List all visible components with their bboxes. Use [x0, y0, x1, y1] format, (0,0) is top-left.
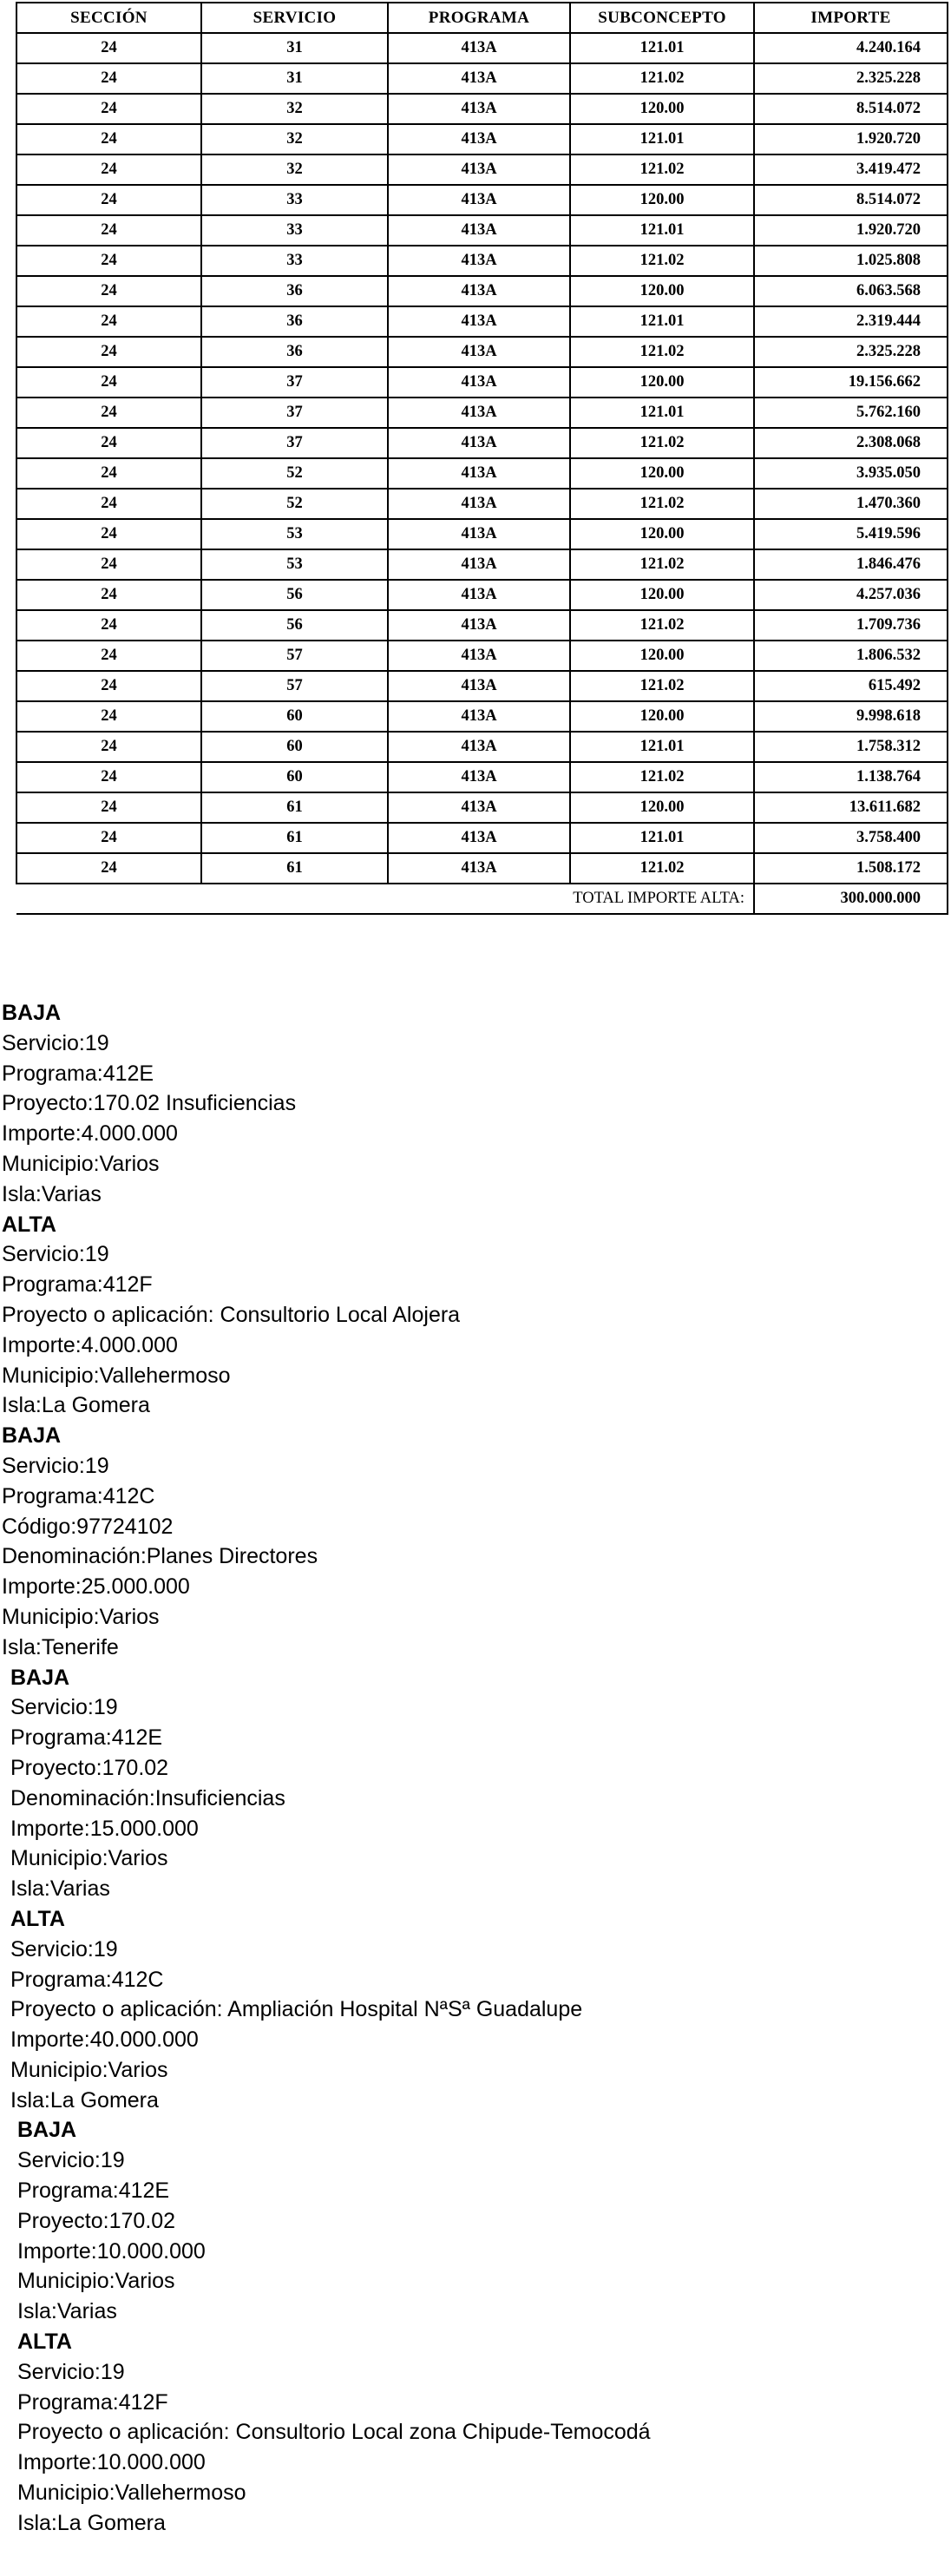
- servicio-cell: 37: [201, 428, 388, 458]
- servicio-cell: 36: [201, 306, 388, 337]
- importe-cell: 6.063.568: [754, 276, 948, 306]
- movements-list: [0, 998, 951, 2539]
- movement-line: Municipio:Vallehermoso: [2, 1363, 231, 1388]
- programa-cell: 413A: [388, 580, 570, 610]
- importe-cell: 5.419.596: [754, 519, 948, 549]
- subconcepto-cell: 121.02: [570, 63, 754, 94]
- seccion-cell: 24: [16, 641, 201, 671]
- programa-cell: 413A: [388, 367, 570, 398]
- programa-cell: 413A: [388, 641, 570, 671]
- movement-line: Municipio:Vallehermoso: [17, 2481, 246, 2506]
- servicio-cell: 31: [201, 63, 388, 94]
- importe-cell: 3.419.472: [754, 154, 948, 185]
- movement-heading: ALTA: [17, 2330, 72, 2355]
- movement-line: Proyecto o aplicación: Consultorio Local zona Chipude-Temocodá: [17, 2420, 651, 2445]
- programa-cell: 413A: [388, 246, 570, 276]
- movement-line: Municipio:Varios: [2, 1151, 160, 1176]
- subconcepto-cell: 121.01: [570, 33, 754, 63]
- seccion-cell: 24: [16, 94, 201, 124]
- seccion-cell: 24: [16, 549, 201, 580]
- importe-cell: 1.025.808: [754, 246, 948, 276]
- movement-line: Importe:10.000.000: [17, 2450, 206, 2475]
- table-row: [16, 701, 948, 732]
- table-row: [16, 762, 948, 792]
- servicio-cell: 60: [201, 732, 388, 762]
- subconcepto-cell: 120.00: [570, 641, 754, 671]
- subconcepto-cell: 121.02: [570, 246, 754, 276]
- movement-line: Servicio:19: [2, 1242, 109, 1267]
- table-row: [16, 641, 948, 671]
- movement-heading: BAJA: [17, 2118, 77, 2143]
- programa-cell: 413A: [388, 124, 570, 154]
- movement-line: Importe:25.000.000: [2, 1574, 190, 1600]
- movement-heading: BAJA: [2, 1423, 62, 1449]
- servicio-cell: 61: [201, 853, 388, 884]
- importe-cell: 615.492: [754, 671, 948, 701]
- importe-cell: 8.514.072: [754, 94, 948, 124]
- movement-line: Proyecto:170.02: [17, 2208, 176, 2233]
- movement-line: Municipio:Varios: [10, 1846, 168, 1871]
- seccion-cell: 24: [16, 823, 201, 853]
- total-value: 300.000.000: [754, 884, 948, 914]
- movement-line: Municipio:Varios: [17, 2269, 175, 2294]
- importe-cell: 1.846.476: [754, 549, 948, 580]
- total-row: [16, 884, 948, 914]
- seccion-cell: 24: [16, 398, 201, 428]
- seccion-cell: 24: [16, 124, 201, 154]
- importe-cell: 9.998.618: [754, 701, 948, 732]
- seccion-cell: 24: [16, 185, 201, 215]
- movement-line: Programa:412E: [10, 1725, 163, 1751]
- movement-block: [0, 1904, 951, 2116]
- seccion-cell: 24: [16, 337, 201, 367]
- seccion-cell: 24: [16, 33, 201, 63]
- servicio-cell: 60: [201, 762, 388, 792]
- movement-line: Isla:Varias: [2, 1181, 102, 1206]
- movement-block: [0, 1421, 951, 1662]
- servicio-cell: 53: [201, 519, 388, 549]
- movement-line: Municipio:Varios: [2, 1604, 160, 1629]
- importe-cell: 8.514.072: [754, 185, 948, 215]
- servicio-cell: 37: [201, 398, 388, 428]
- header-importe: IMPORTE: [754, 3, 948, 33]
- importe-cell: 2.308.068: [754, 428, 948, 458]
- programa-cell: 413A: [388, 185, 570, 215]
- subconcepto-cell: 121.01: [570, 215, 754, 246]
- programa-cell: 413A: [388, 489, 570, 519]
- movement-heading: ALTA: [2, 1212, 56, 1237]
- table-row: [16, 306, 948, 337]
- movement-line: Proyecto o aplicación: Ampliación Hospital NªSª Guadalupe: [10, 1997, 583, 2022]
- subconcepto-cell: 121.02: [570, 610, 754, 641]
- subconcepto-cell: 120.00: [570, 367, 754, 398]
- programa-cell: 413A: [388, 853, 570, 884]
- servicio-cell: 52: [201, 458, 388, 489]
- movement-line: Servicio:19: [10, 1695, 118, 1720]
- table-row: [16, 792, 948, 823]
- seccion-cell: 24: [16, 671, 201, 701]
- importe-cell: 3.935.050: [754, 458, 948, 489]
- subconcepto-cell: 121.02: [570, 489, 754, 519]
- servicio-cell: 53: [201, 549, 388, 580]
- servicio-cell: 57: [201, 671, 388, 701]
- seccion-cell: 24: [16, 458, 201, 489]
- movement-line: Programa:412F: [2, 1272, 153, 1298]
- programa-cell: 413A: [388, 823, 570, 853]
- table-row: [16, 458, 948, 489]
- programa-cell: 413A: [388, 63, 570, 94]
- subconcepto-cell: 120.00: [570, 94, 754, 124]
- movement-line: Denominación:Insuficiencias: [10, 1785, 285, 1810]
- table-row: [16, 549, 948, 580]
- movement-line: Código:97724102: [2, 1514, 174, 1539]
- subconcepto-cell: 120.00: [570, 519, 754, 549]
- total-label: TOTAL IMPORTE ALTA:: [16, 884, 754, 914]
- seccion-cell: 24: [16, 428, 201, 458]
- programa-cell: 413A: [388, 337, 570, 367]
- subconcepto-cell: 121.01: [570, 306, 754, 337]
- programa-cell: 413A: [388, 94, 570, 124]
- importe-cell: 1.920.720: [754, 215, 948, 246]
- programa-cell: 413A: [388, 519, 570, 549]
- subconcepto-cell: 121.02: [570, 154, 754, 185]
- movement-heading: ALTA: [10, 1906, 65, 1931]
- table-row: [16, 185, 948, 215]
- movement-line: Programa:412C: [2, 1483, 155, 1508]
- header-subconcepto: SUBCONCEPTO: [570, 3, 754, 33]
- seccion-cell: 24: [16, 276, 201, 306]
- movement-line: Importe:4.000.000: [2, 1332, 178, 1357]
- importe-cell: 5.762.160: [754, 398, 948, 428]
- servicio-cell: 31: [201, 33, 388, 63]
- servicio-cell: 57: [201, 641, 388, 671]
- table-row: [16, 823, 948, 853]
- subconcepto-cell: 121.01: [570, 732, 754, 762]
- programa-cell: 413A: [388, 428, 570, 458]
- movement-line: Proyecto:170.02 Insuficiencias: [2, 1091, 297, 1116]
- importe-cell: 1.758.312: [754, 732, 948, 762]
- servicio-cell: 56: [201, 580, 388, 610]
- table-row: [16, 124, 948, 154]
- table-row: [16, 33, 948, 63]
- servicio-cell: 61: [201, 792, 388, 823]
- importe-cell: 1.806.532: [754, 641, 948, 671]
- table-row: [16, 489, 948, 519]
- importe-cell: 1.138.764: [754, 762, 948, 792]
- subconcepto-cell: 121.02: [570, 671, 754, 701]
- importe-cell: 4.257.036: [754, 580, 948, 610]
- importe-cell: 1.508.172: [754, 853, 948, 884]
- programa-cell: 413A: [388, 458, 570, 489]
- servicio-cell: 33: [201, 215, 388, 246]
- programa-cell: 413A: [388, 762, 570, 792]
- importe-cell: 1.920.720: [754, 124, 948, 154]
- programa-cell: 413A: [388, 306, 570, 337]
- servicio-cell: 33: [201, 185, 388, 215]
- movement-block: [0, 1663, 951, 1904]
- table-row: [16, 276, 948, 306]
- subconcepto-cell: 121.02: [570, 337, 754, 367]
- seccion-cell: 24: [16, 580, 201, 610]
- servicio-cell: 36: [201, 276, 388, 306]
- programa-cell: 413A: [388, 610, 570, 641]
- movement-line: Servicio:19: [2, 1453, 109, 1478]
- subconcepto-cell: 120.00: [570, 276, 754, 306]
- subconcepto-cell: 121.02: [570, 853, 754, 884]
- subconcepto-cell: 121.01: [570, 124, 754, 154]
- table-row: [16, 519, 948, 549]
- movement-line: Isla:Varias: [10, 1876, 110, 1902]
- seccion-cell: 24: [16, 215, 201, 246]
- servicio-cell: 36: [201, 337, 388, 367]
- movement-line: Importe:10.000.000: [17, 2238, 206, 2264]
- table-row: [16, 246, 948, 276]
- seccion-cell: 24: [16, 154, 201, 185]
- movement-block: [0, 2115, 951, 2327]
- programa-cell: 413A: [388, 33, 570, 63]
- programa-cell: 413A: [388, 215, 570, 246]
- movement-line: Isla:La Gomera: [10, 2087, 159, 2113]
- servicio-cell: 32: [201, 124, 388, 154]
- importe-cell: 2.319.444: [754, 306, 948, 337]
- movement-block: [0, 998, 951, 1210]
- table-row: [16, 154, 948, 185]
- budget-table: [16, 2, 948, 915]
- seccion-cell: 24: [16, 792, 201, 823]
- table-row: [16, 94, 948, 124]
- table-row: [16, 610, 948, 641]
- movement-line: Isla:La Gomera: [17, 2510, 166, 2535]
- programa-cell: 413A: [388, 398, 570, 428]
- seccion-cell: 24: [16, 762, 201, 792]
- table-row: [16, 337, 948, 367]
- importe-cell: 19.156.662: [754, 367, 948, 398]
- seccion-cell: 24: [16, 701, 201, 732]
- table-row: [16, 580, 948, 610]
- movement-line: Importe:4.000.000: [2, 1121, 178, 1147]
- movement-line: Programa:412F: [17, 2389, 168, 2415]
- seccion-cell: 24: [16, 63, 201, 94]
- seccion-cell: 24: [16, 732, 201, 762]
- header-servicio: SERVICIO: [201, 3, 388, 33]
- servicio-cell: 61: [201, 823, 388, 853]
- programa-cell: 413A: [388, 154, 570, 185]
- programa-cell: 413A: [388, 792, 570, 823]
- subconcepto-cell: 121.01: [570, 398, 754, 428]
- subconcepto-cell: 120.00: [570, 185, 754, 215]
- movement-line: Importe:15.000.000: [10, 1816, 199, 1841]
- programa-cell: 413A: [388, 732, 570, 762]
- subconcepto-cell: 121.02: [570, 762, 754, 792]
- subconcepto-cell: 120.00: [570, 701, 754, 732]
- seccion-cell: 24: [16, 519, 201, 549]
- header-seccion: SECCIÓN: [16, 3, 201, 33]
- movement-block: [0, 2327, 951, 2539]
- movement-line: Programa:412C: [10, 1967, 164, 1992]
- importe-cell: 4.240.164: [754, 33, 948, 63]
- table-row: [16, 398, 948, 428]
- servicio-cell: 60: [201, 701, 388, 732]
- seccion-cell: 24: [16, 367, 201, 398]
- movement-heading: BAJA: [2, 1001, 62, 1025]
- table-row: [16, 671, 948, 701]
- servicio-cell: 32: [201, 154, 388, 185]
- header-programa: PROGRAMA: [388, 3, 570, 33]
- movement-line: Municipio:Varios: [10, 2057, 168, 2082]
- importe-cell: 1.470.360: [754, 489, 948, 519]
- seccion-cell: 24: [16, 853, 201, 884]
- movement-line: Programa:412E: [17, 2178, 170, 2204]
- importe-cell: 2.325.228: [754, 337, 948, 367]
- servicio-cell: 37: [201, 367, 388, 398]
- seccion-cell: 24: [16, 489, 201, 519]
- servicio-cell: 52: [201, 489, 388, 519]
- movement-line: Servicio:19: [17, 2148, 125, 2173]
- subconcepto-cell: 121.02: [570, 549, 754, 580]
- subconcepto-cell: 121.01: [570, 823, 754, 853]
- subconcepto-cell: 120.00: [570, 792, 754, 823]
- movement-line: Proyecto:170.02: [10, 1755, 169, 1780]
- movement-line: Isla:Tenerife: [2, 1634, 119, 1659]
- table-row: [16, 367, 948, 398]
- seccion-cell: 24: [16, 306, 201, 337]
- importe-cell: 1.709.736: [754, 610, 948, 641]
- table-header-row: [16, 3, 948, 33]
- movement-line: Isla:La Gomera: [2, 1393, 150, 1418]
- programa-cell: 413A: [388, 276, 570, 306]
- importe-cell: 3.758.400: [754, 823, 948, 853]
- table-row: [16, 63, 948, 94]
- movement-line: Proyecto o aplicación: Consultorio Local Alojera: [2, 1302, 461, 1327]
- movement-line: Denominación:Planes Directores: [2, 1544, 318, 1569]
- importe-cell: 2.325.228: [754, 63, 948, 94]
- programa-cell: 413A: [388, 701, 570, 732]
- movement-line: Servicio:19: [10, 1936, 118, 1962]
- movement-heading: BAJA: [10, 1665, 70, 1690]
- movement-line: Servicio:19: [17, 2359, 125, 2384]
- importe-cell: 13.611.682: [754, 792, 948, 823]
- table-row: [16, 732, 948, 762]
- movement-line: Isla:Varias: [17, 2299, 117, 2324]
- movement-line: Importe:40.000.000: [10, 2027, 199, 2053]
- subconcepto-cell: 120.00: [570, 580, 754, 610]
- table-row: [16, 853, 948, 884]
- table-row: [16, 428, 948, 458]
- programa-cell: 413A: [388, 671, 570, 701]
- movement-line: Programa:412E: [2, 1061, 154, 1086]
- servicio-cell: 33: [201, 246, 388, 276]
- movement-block: [0, 1210, 951, 1422]
- movement-line: Servicio:19: [2, 1030, 109, 1055]
- subconcepto-cell: 121.02: [570, 428, 754, 458]
- seccion-cell: 24: [16, 246, 201, 276]
- servicio-cell: 56: [201, 610, 388, 641]
- subconcepto-cell: 120.00: [570, 458, 754, 489]
- seccion-cell: 24: [16, 610, 201, 641]
- programa-cell: 413A: [388, 549, 570, 580]
- servicio-cell: 32: [201, 94, 388, 124]
- table-row: [16, 215, 948, 246]
